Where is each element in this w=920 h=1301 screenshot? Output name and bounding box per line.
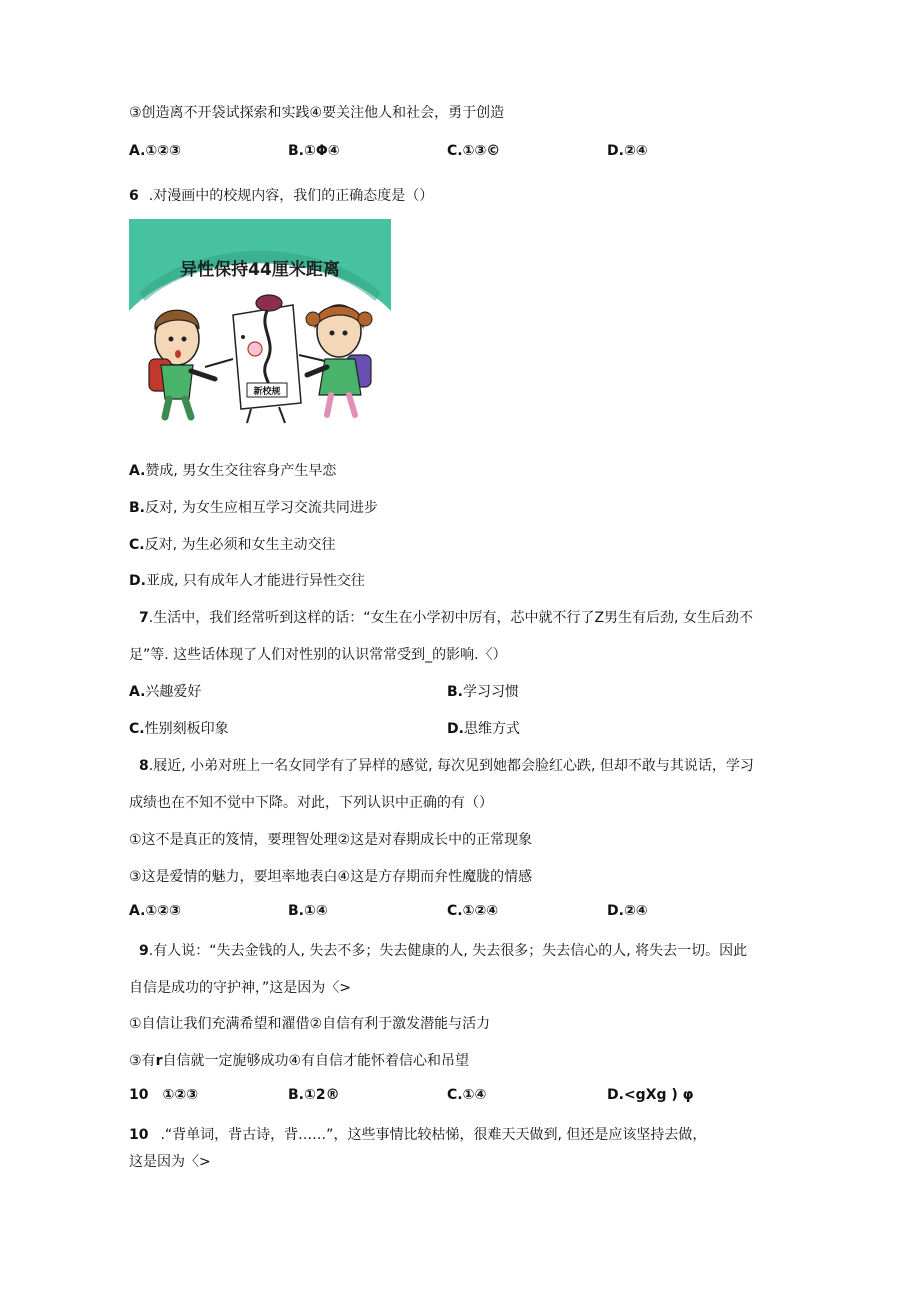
q6-option-b <box>129 497 378 517</box>
q6-stem <box>129 185 433 205</box>
q9-statement-2 <box>129 1050 469 1070</box>
option-key: D. <box>607 143 624 159</box>
q8-option-d <box>607 903 648 919</box>
option-key: B. <box>288 903 304 919</box>
statement-part-bold: r <box>155 1053 163 1069</box>
q9-stem-line1 <box>139 940 747 960</box>
option-text: ①Φ④ <box>304 143 340 159</box>
option-key: B. <box>288 143 304 159</box>
option-text: 性别刻板印象 <box>144 721 229 737</box>
option-text: ②④ <box>623 903 648 919</box>
q8-stem-line1 <box>139 755 754 775</box>
option-text: 兴趣爱好 <box>145 684 202 700</box>
question-number: 10 <box>129 1127 149 1143</box>
rules-sign-figure <box>205 295 325 423</box>
question-text: .有人说：“失去金钱的人, 失去不多；失去健康的人, 失去很多；失去信心的人, 将失去一切。因此 <box>148 943 748 959</box>
q5-option-a <box>129 143 181 159</box>
question-number: 7 <box>139 610 149 626</box>
option-key: D. <box>607 903 624 919</box>
option-key: D. <box>447 721 464 737</box>
option-key: A. <box>129 143 146 159</box>
q6-option-d <box>129 570 365 590</box>
girl-figure <box>306 305 372 415</box>
q6-option-c <box>129 534 336 554</box>
question-text: .屐近, 小弟对班上一名女同学有了异样的感觉, 每次见到她都会脸红心跌, 但却不敢与其说话，学习 <box>148 758 754 774</box>
q6-cartoon-image <box>129 219 391 425</box>
q8-option-a <box>129 903 181 919</box>
option-text: 反对, 为生必须和女生主动交往 <box>144 537 336 553</box>
option-key: A. <box>129 903 146 919</box>
option-key: A. <box>129 684 146 700</box>
banner-text: 异性保持44厘米距离 <box>180 260 340 280</box>
option-text: ①④ <box>462 1087 487 1103</box>
q9-statement-1: ①自信让我们充满希望和濯借②自信有利于激发潜能与活力 <box>129 1016 491 1032</box>
option-text: ①④ <box>304 903 328 919</box>
q8-option-c <box>447 903 498 919</box>
q5-option-d <box>607 143 648 159</box>
option-text: 反对, 为女生应相互学习交流共同进步 <box>145 500 378 516</box>
question-text: .“背单词，背古诗，背……”，这些事情比较枯悌，很难天天做到, 但还是应该坚持去做， <box>160 1127 707 1143</box>
option-text: 学习习惯 <box>463 684 519 700</box>
question-number: 6 <box>129 188 139 204</box>
boy-figure <box>149 310 215 417</box>
q7-option-b <box>447 681 519 701</box>
option-text: 思维方式 <box>463 721 520 737</box>
q10-stem-line2: 这是因为〈> <box>129 1154 211 1170</box>
option-text: ②④ <box>623 143 648 159</box>
q5-option-b <box>288 143 340 159</box>
q8-statement-1: ①这不是真正的笈情，要理智处理②这是对春期成长中的正常现象 <box>129 832 533 848</box>
q7-option-c <box>129 718 229 738</box>
option-text: ①2® <box>304 1087 340 1103</box>
q9-option-b <box>288 1087 340 1103</box>
q6-option-a <box>129 460 336 480</box>
q9-stem-line2: 自信是成功的守护神，”这是因为〈> <box>129 980 351 996</box>
option-text: ①②③ <box>162 1087 199 1103</box>
statement-part: 自信就一定旎够成功④有自信才能怀着信心和吊望 <box>162 1053 470 1069</box>
option-key: 10 <box>129 1087 149 1103</box>
option-key: C. <box>447 143 463 159</box>
option-text: ①③© <box>462 143 501 159</box>
q8-statement-2: ③这是爱情的魅力，要坦率地表白④这是方存期而弁性魔胧的情感 <box>129 869 533 885</box>
option-key: A. <box>129 463 146 479</box>
option-key: D. <box>607 1087 624 1103</box>
q5-option-c <box>447 143 500 159</box>
sign-text: 新校规 <box>253 387 281 397</box>
option-text: 亚成, 只有成年人才能进行异性交往 <box>145 573 365 589</box>
q9-option-c <box>447 1087 486 1103</box>
option-key: C. <box>129 721 145 737</box>
q8-stem-line2: 成绩也在不知不觉中下降。对此，下列认识中正确的有（） <box>129 795 493 811</box>
q9-option-a <box>129 1087 198 1103</box>
option-text: ①②④ <box>462 903 499 919</box>
option-key: B. <box>447 684 463 700</box>
option-text: ①②③ <box>145 143 181 159</box>
q9-option-d <box>607 1087 694 1103</box>
option-key: B. <box>129 500 145 516</box>
question-number: 9 <box>139 943 149 959</box>
q7-stem-line2: 足”等. 这些话体现了人们对性别的认识常常受到_的影响.〈） <box>129 647 507 663</box>
q5-statement-line: ③创造离不开袋试探索和实践④要关注他人和社会，勇于创造 <box>129 105 505 121</box>
question-text: .对漫画中的校规内容，我们的正确态度是（） <box>148 188 434 204</box>
question-text: .生活中，我们经常听到这样的话：“女生在小学初中厉有，芯中就不行了Z男生有后劲, 女生后劲不 <box>148 610 753 626</box>
option-text: <gXg ) φ <box>623 1087 694 1103</box>
cartoon-illustration <box>129 219 391 425</box>
option-text: ①②③ <box>145 903 181 919</box>
option-key: C. <box>447 903 463 919</box>
q7-option-d <box>447 718 520 738</box>
option-key: C. <box>447 1087 463 1103</box>
statement-part: ③有 <box>129 1053 156 1069</box>
q7-stem-line1 <box>139 607 753 627</box>
q10-stem-line1 <box>129 1124 706 1144</box>
q7-option-a <box>129 681 201 701</box>
option-text: 赞成, 男女生交往容身产生早恋 <box>145 463 337 479</box>
option-key: C. <box>129 537 145 553</box>
question-number: 8 <box>139 758 149 774</box>
option-key: D. <box>129 573 146 589</box>
option-key: B. <box>288 1087 304 1103</box>
q8-option-b <box>288 903 328 919</box>
